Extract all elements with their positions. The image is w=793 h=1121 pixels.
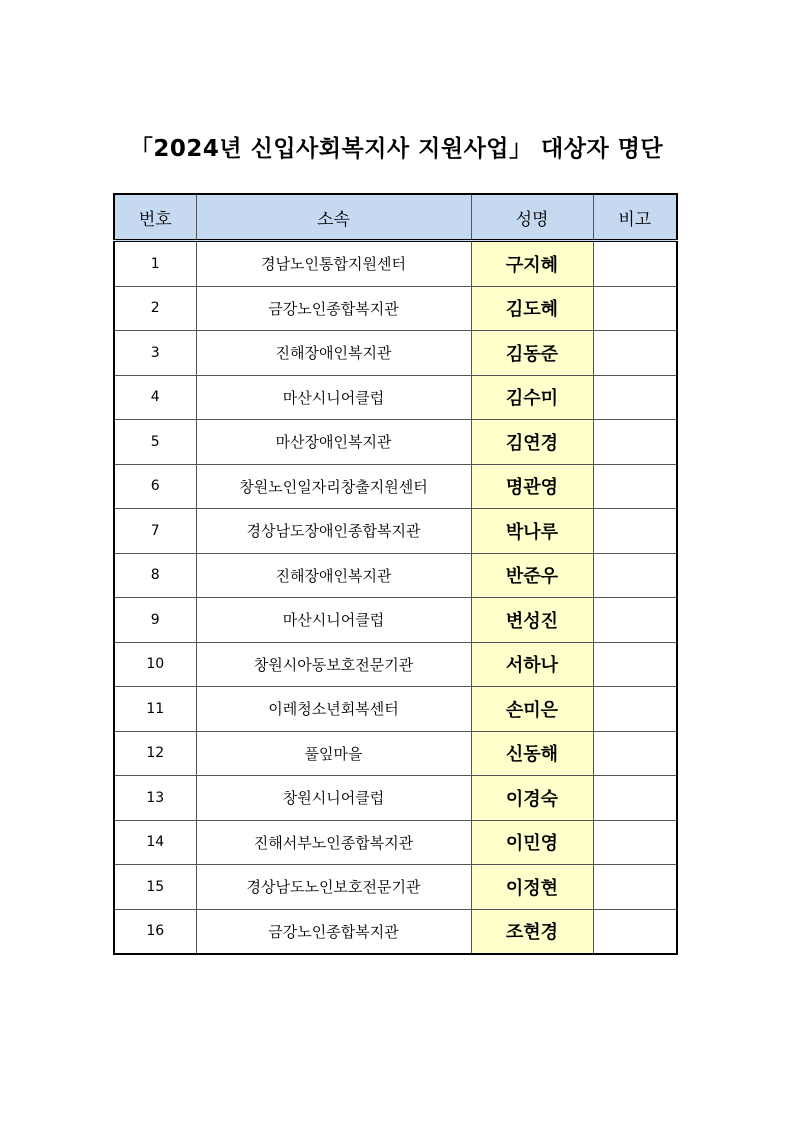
header-no: 번호 [114,194,196,241]
row-note [593,509,677,554]
table-row [114,331,677,376]
row-person-name: 손미은 [471,687,593,732]
row-organization: 경상남도장애인종합복지관 [196,509,471,554]
table-row [114,776,677,821]
row-person-name: 이정현 [471,865,593,910]
table-row [114,731,677,776]
row-person-name: 구지혜 [471,241,593,287]
table-row [114,509,677,554]
row-note [593,687,677,732]
table-row [114,286,677,331]
row-note [593,776,677,821]
row-organization: 이레청소년회복센터 [196,687,471,732]
row-person-name: 변성진 [471,598,593,643]
row-organization: 창원시니어클럽 [196,776,471,821]
row-note [593,464,677,509]
row-organization: 창원노인일자리창출지원센터 [196,464,471,509]
table-row [114,598,677,643]
table-row [114,464,677,509]
row-person-name: 신동해 [471,731,593,776]
table-row [114,553,677,598]
row-note [593,642,677,687]
recipient-table [113,193,678,955]
row-note [593,241,677,287]
row-number: 13 [114,776,196,821]
row-number: 5 [114,420,196,465]
table-row [114,375,677,420]
table-row [114,687,677,732]
row-note [593,865,677,910]
row-note [593,909,677,954]
row-organization: 풀잎마을 [196,731,471,776]
row-person-name: 서하나 [471,642,593,687]
table-row [114,909,677,954]
table-row [114,642,677,687]
table-body [114,241,677,955]
row-number: 8 [114,553,196,598]
row-number: 2 [114,286,196,331]
row-number: 16 [114,909,196,954]
row-person-name: 김동준 [471,331,593,376]
row-organization: 금강노인종합복지관 [196,909,471,954]
row-number: 3 [114,331,196,376]
row-number: 9 [114,598,196,643]
row-note [593,331,677,376]
row-person-name: 명관영 [471,464,593,509]
row-note [593,820,677,865]
row-number: 15 [114,865,196,910]
table-row [114,820,677,865]
header-note: 비고 [593,194,677,241]
row-number: 11 [114,687,196,732]
row-note [593,286,677,331]
row-note [593,553,677,598]
row-organization: 창원시아동보호전문기관 [196,642,471,687]
row-organization: 마산시니어클럽 [196,598,471,643]
row-number: 6 [114,464,196,509]
row-note [593,420,677,465]
row-number: 7 [114,509,196,554]
row-organization: 진해장애인복지관 [196,553,471,598]
row-person-name: 김연경 [471,420,593,465]
row-organization: 진해장애인복지관 [196,331,471,376]
row-organization: 진해서부노인종합복지관 [196,820,471,865]
row-person-name: 김수미 [471,375,593,420]
row-organization: 마산시니어클럽 [196,375,471,420]
row-organization: 경상남도노인보호전문기관 [196,865,471,910]
row-number: 1 [114,241,196,287]
row-number: 12 [114,731,196,776]
header-name: 성명 [471,194,593,241]
table-row [114,420,677,465]
row-person-name: 박나루 [471,509,593,554]
table-row [114,865,677,910]
header-org: 소속 [196,194,471,241]
row-note [593,375,677,420]
row-organization: 경남노인통합지원센터 [196,241,471,287]
table-header-row [114,194,677,241]
row-number: 14 [114,820,196,865]
row-organization: 금강노인종합복지관 [196,286,471,331]
row-number: 4 [114,375,196,420]
row-person-name: 조현경 [471,909,593,954]
row-note [593,598,677,643]
page-title: 「2024년 신입사회복지사 지원사업」 대상자 명단 [129,136,664,162]
row-person-name: 김도혜 [471,286,593,331]
row-person-name: 이경숙 [471,776,593,821]
row-number: 10 [114,642,196,687]
row-organization: 마산장애인복지관 [196,420,471,465]
table-row [114,241,677,287]
row-person-name: 이민영 [471,820,593,865]
row-note [593,731,677,776]
row-person-name: 반준우 [471,553,593,598]
